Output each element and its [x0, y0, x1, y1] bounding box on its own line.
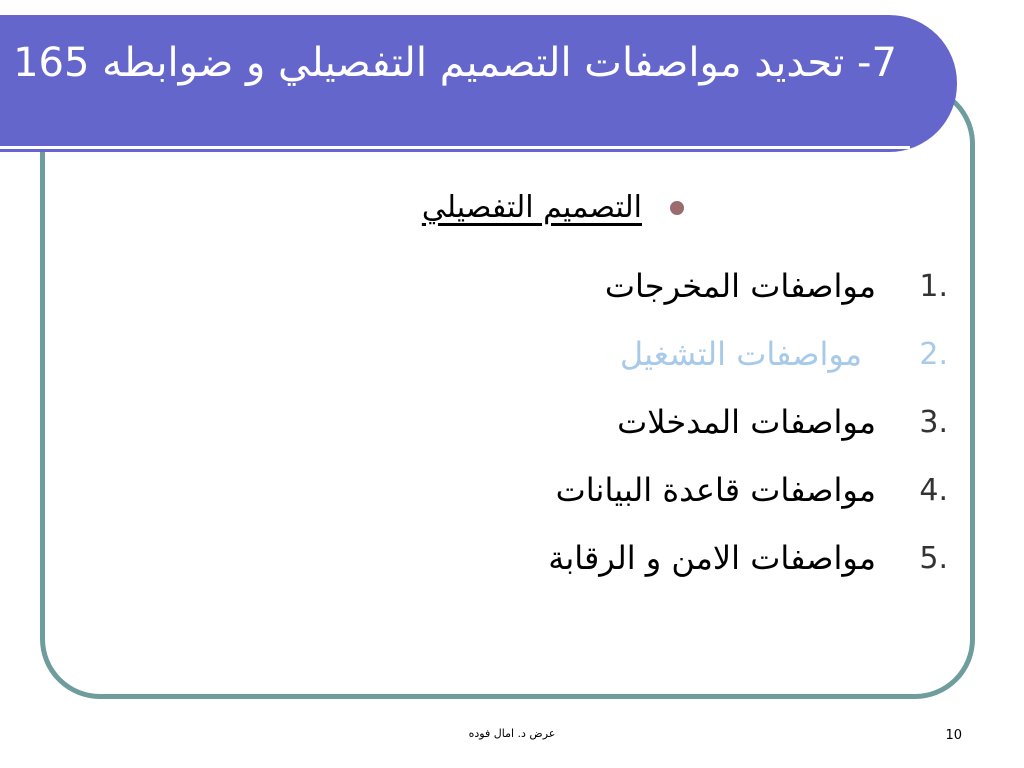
list-item-number: 5. [919, 540, 948, 576]
list-item [548, 388, 948, 456]
list-item-number: 1. [919, 268, 948, 304]
list-item-text: مواصفات قاعدة البيانات [555, 471, 876, 509]
list-item-number: 2. [919, 336, 948, 372]
list-item-text: مواصفات التشغيل [619, 335, 862, 373]
list-item-text: مواصفات المخرجات [604, 267, 876, 305]
numbered-list [548, 252, 948, 592]
slide-title: 7- تحديد مواصفات التصميم التفصيلي و ضوابطه 165 [13, 40, 897, 86]
list-item [548, 252, 948, 320]
bullet-heading: التصميم التفصيلي [421, 190, 642, 225]
list-item [548, 456, 948, 524]
list-item [548, 524, 948, 592]
footer-presenter: عرض د. امال فوده [468, 727, 556, 740]
bullet-row [422, 190, 684, 225]
list-item-text: مواصفات الامن و الرقابة [548, 539, 876, 577]
title-underline [0, 146, 910, 149]
list-item-text: مواصفات المدخلات [617, 403, 876, 441]
list-item-number: 4. [919, 472, 948, 508]
page-number: 10 [945, 728, 962, 743]
list-item [548, 320, 948, 388]
bullet-dot-icon [670, 201, 684, 215]
title-band [0, 15, 957, 152]
list-item-number: 3. [919, 404, 948, 440]
